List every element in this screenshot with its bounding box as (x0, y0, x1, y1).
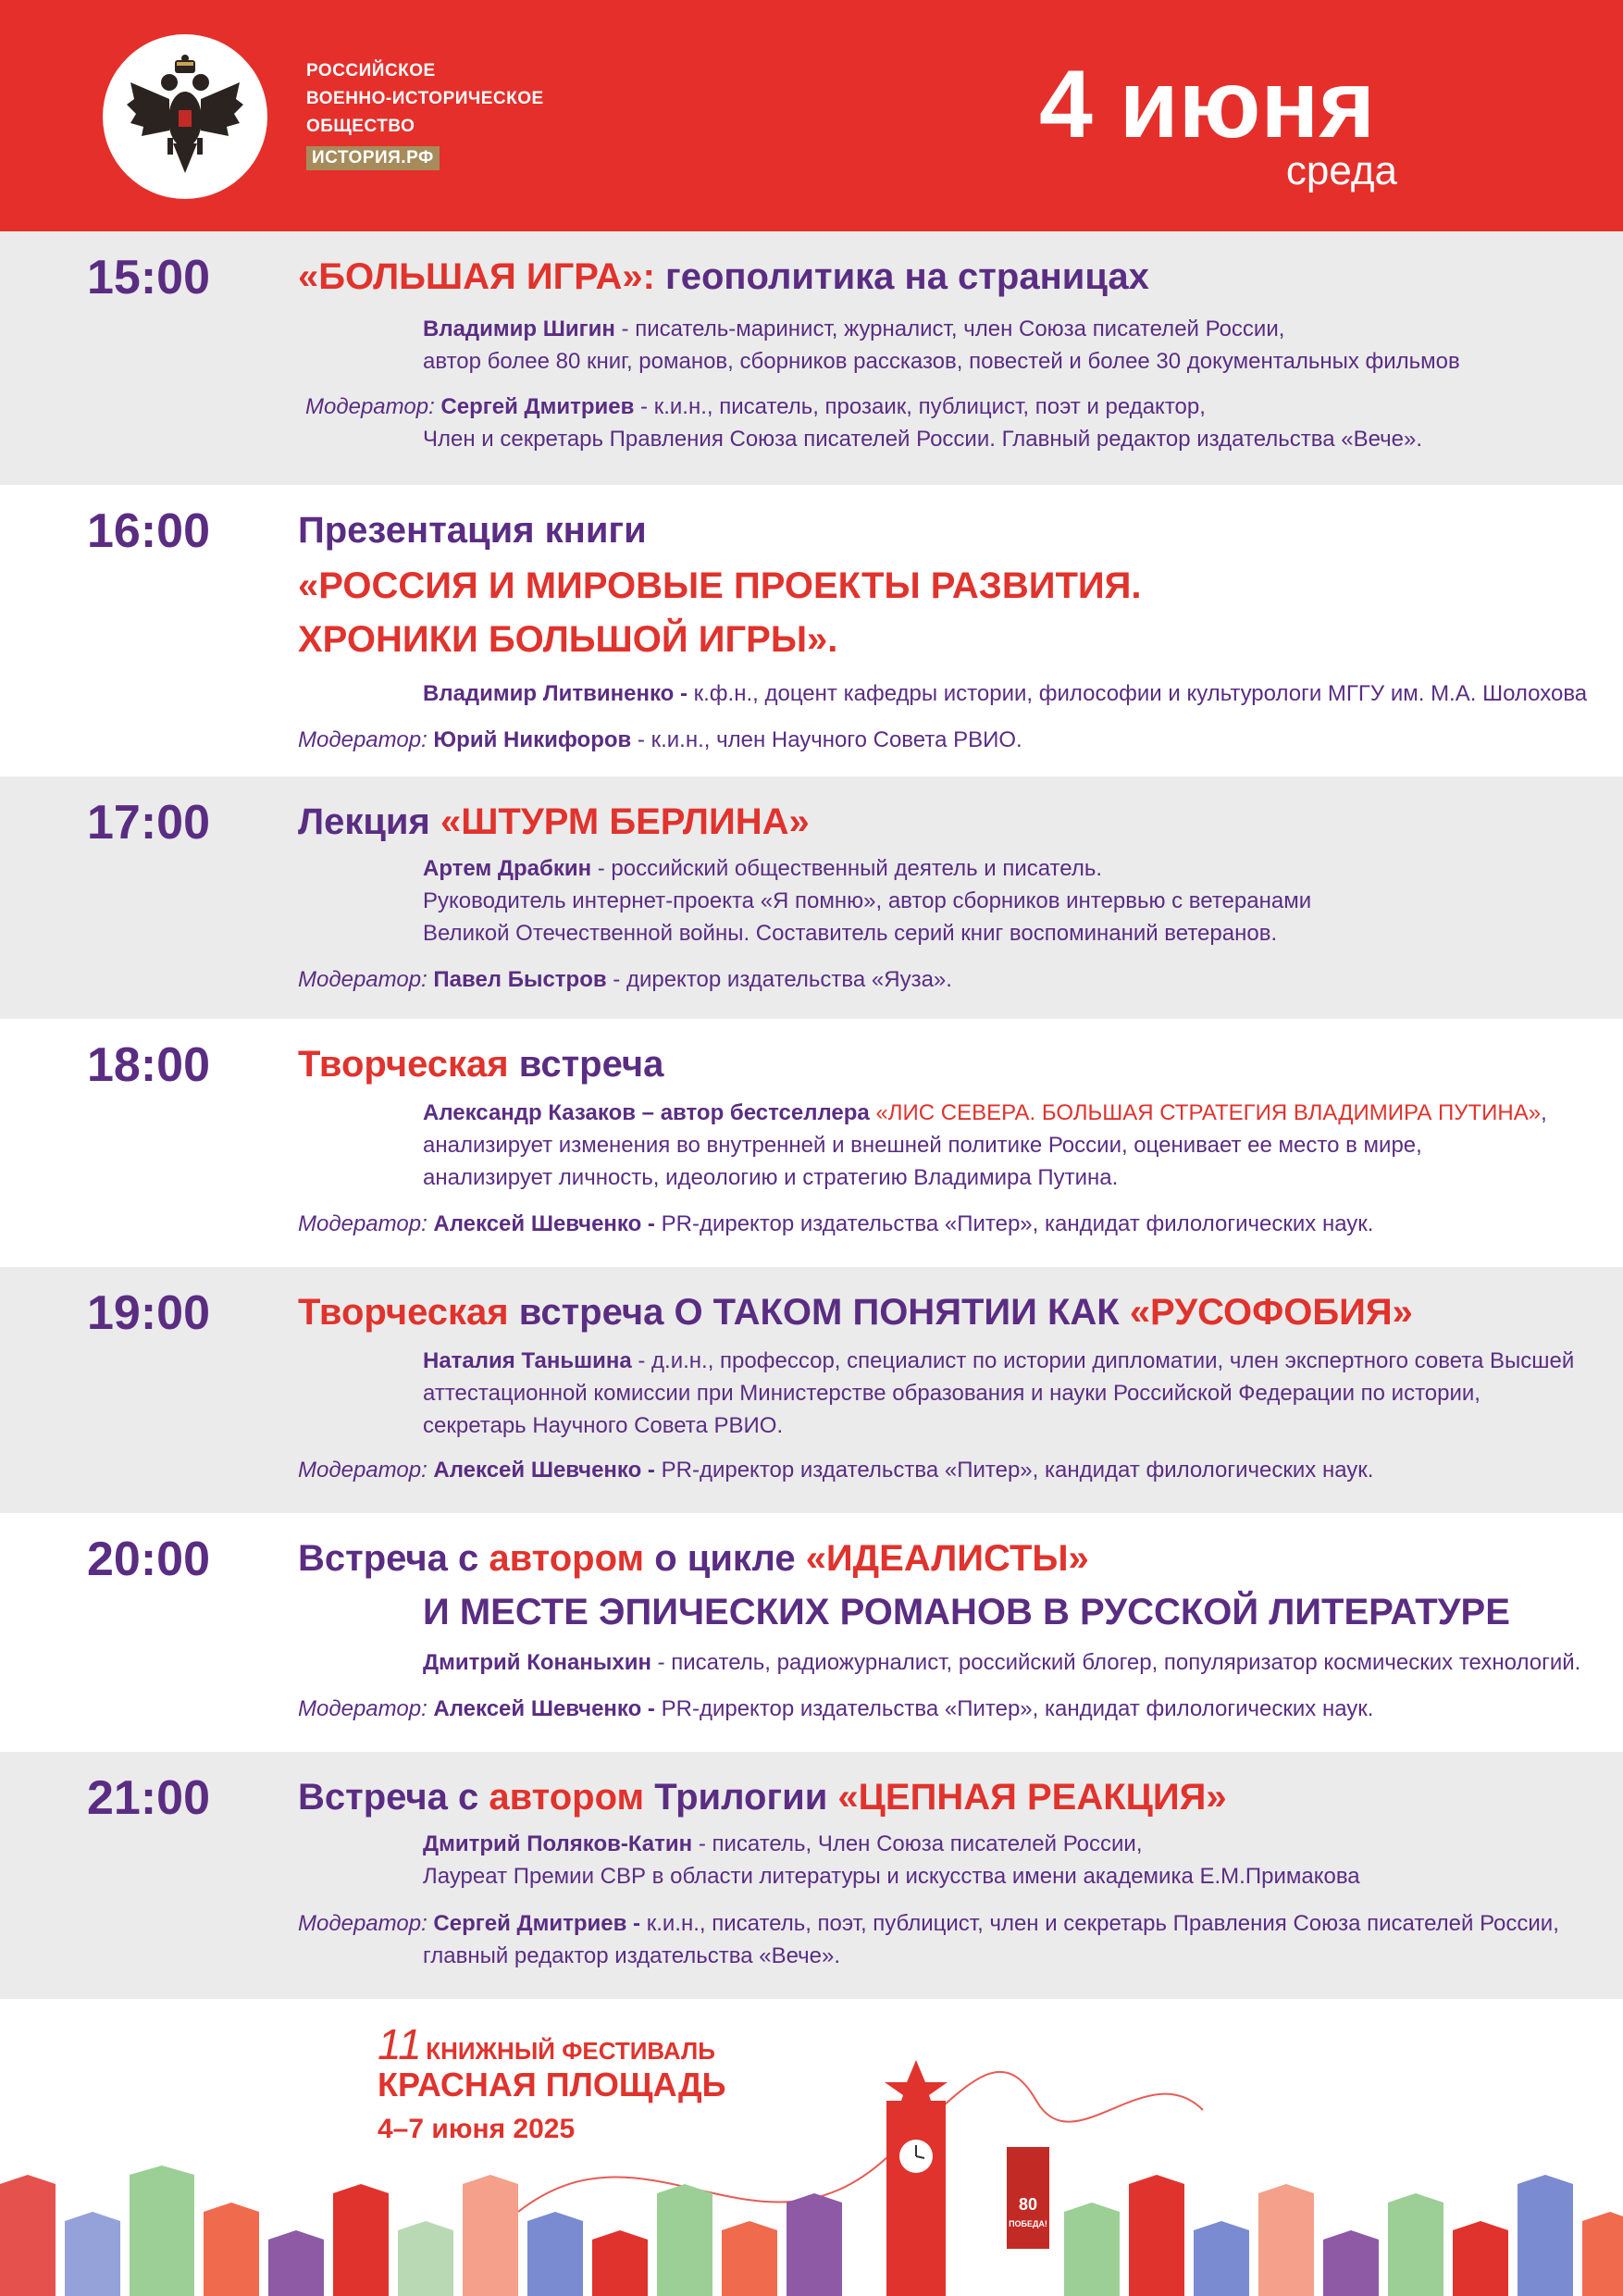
speaker-name: Александр Казаков – автор бестселлера (423, 1100, 870, 1125)
title-text-2: Трилогии (644, 1777, 838, 1818)
speaker-name: Артем Драбкин (423, 856, 592, 881)
moderator-desc: PR-директор издательства «Питер», кандидат филологических наук. (654, 1211, 1374, 1236)
moderator-label: Модератор: (305, 394, 435, 419)
title-text: встреча (508, 1044, 664, 1085)
moderator-name: Алексей Шевченко - (433, 1696, 655, 1721)
book-shapes (0, 2166, 1623, 2296)
festival-dates: 4–7 июня 2025 (378, 2114, 576, 2144)
schedule-slot-1600 (0, 485, 1623, 776)
book-title-line2: ХРОНИКИ БОЛЬШОЙ ИГРЫ». (298, 619, 838, 660)
moderator-info (298, 1693, 1373, 1725)
slot-title (298, 1285, 1413, 1339)
speaker-desc-line2: аттестационной комиссии при Министерстве образования и науки Российской Федерации по истории, (423, 1381, 1481, 1406)
schedule-slot-1500 (0, 231, 1623, 485)
moderator-label: Модератор: (298, 1696, 427, 1721)
double-headed-eagle-icon (103, 34, 267, 199)
speaker-info (423, 1097, 1547, 1129)
speaker-desc: - российский общественный деятель и писатель. (591, 856, 1103, 881)
speaker-info (423, 1345, 1574, 1377)
slot-title (298, 1770, 1227, 1824)
slot-time: 19:00 (87, 1286, 210, 1340)
rvio-emblem-logo (103, 34, 267, 199)
moderator-name: Юрий Никифоров (433, 727, 632, 752)
speaker-desc-line2: Руководитель интернет-проекта «Я помню», автор сборников интервью с ветеранами (423, 888, 1312, 913)
slot-title-line2: И МЕСТЕ ЭПИЧЕСКИХ РОМАНОВ В РУССКОЙ ЛИТЕРАТУРЕ (423, 1592, 1510, 1632)
moderator-name: Павел Быстров (433, 967, 607, 992)
title-highlight-2: «РУСОФОБИЯ» (1129, 1292, 1413, 1333)
slot-title (298, 1532, 1089, 1585)
moderator-info (298, 1454, 1373, 1486)
event-weekday: среда (1285, 148, 1397, 193)
kremlin-tower-icon (886, 2101, 946, 2296)
moderator-info (305, 391, 1206, 423)
speaker-name: Дмитрий Поляков-Катин (423, 1831, 693, 1856)
moderator-label: Модератор: (298, 1211, 427, 1236)
title-highlight: «ШТУРМ БЕРЛИНА» (440, 801, 810, 842)
schedule-slot-2000 (0, 1513, 1623, 1752)
title-text: Лекция (298, 801, 440, 842)
moderator-name: Сергей Дмитриев (440, 394, 635, 419)
speaker-desc: , (1541, 1100, 1547, 1125)
moderator-label: Модератор: (298, 1458, 427, 1483)
speaker-info (423, 677, 1587, 710)
speaker-info (423, 313, 1284, 345)
moderator-label: Модератор: (298, 727, 427, 752)
slot-time: 16:00 (87, 504, 210, 558)
slot-time: 17:00 (87, 796, 210, 850)
moderator-desc: PR-директор издательства «Питер», кандидат филологических наук. (654, 1458, 1374, 1483)
slot-time: 18:00 (87, 1038, 210, 1092)
title-text: геополитика на страницах (654, 256, 1149, 297)
festival-footer (0, 1999, 1623, 2296)
org-line-3: ОБЩЕСТВО (306, 117, 415, 136)
speaker-name: Владимир Шигин (423, 316, 615, 341)
speaker-desc-line2: Лауреат Премии СВР в области литературы и искусства имени академика Е.М.Примакова (423, 1864, 1360, 1889)
schedule-slot-1700 (0, 776, 1623, 1019)
speaker-desc-line3: Великой Отечественной войны. Составитель серий книг воспоминаний ветеранов. (423, 921, 1278, 946)
moderator-info (298, 724, 1022, 756)
festival-number: 11 (378, 2020, 422, 2068)
moderator-name: Алексей Шевченко - (433, 1211, 655, 1236)
slot-title: Презентация книги (298, 510, 647, 551)
title-text: Встреча с (298, 1777, 489, 1818)
title-highlight-2: «ЦЕПНАЯ РЕАКЦИЯ» (837, 1777, 1227, 1818)
title-highlight: «БОЛЬШАЯ ИГРА»: (298, 256, 655, 297)
org-site-link[interactable]: ИСТОРИЯ.РФ (306, 146, 440, 170)
moderator-desc-line2: Член и секретарь Правления Союза писателей России. Главный редактор издательства «Вече». (423, 427, 1423, 452)
moderator-name: Алексей Шевченко - (433, 1458, 655, 1483)
speaker-desc: - писатель, Член Союза писателей России, (692, 1831, 1143, 1856)
title-text: встреча О ТАКОМ ПОНЯТИИ КАК (508, 1292, 1130, 1333)
book-title: «ЛИС СЕВЕРА. БОЛЬШАЯ СТРАТЕГИЯ ВЛАДИМИРА ПУТИНА» (869, 1100, 1542, 1125)
festival-line1: КНИЖНЫЙ ФЕСТИВАЛЬ (426, 2037, 715, 2065)
header-banner (0, 0, 1623, 231)
org-name (306, 57, 544, 172)
title-highlight: Творческая (298, 1044, 509, 1085)
org-line-2: ВОЕННО-ИСТОРИЧЕСКОЕ (306, 89, 544, 108)
speaker-info (423, 1646, 1580, 1679)
event-date: 4 июня (1039, 51, 1375, 158)
book-pattern-decoration (0, 1999, 1623, 2296)
org-line-1: РОССИЙСКОЕ (306, 61, 436, 81)
speaker-desc: к.ф.н., доцент кафедры истории, философии и культурологи МГГУ им. М.А. Шолохова (687, 681, 1588, 706)
festival-logo (378, 2019, 725, 2145)
book-title-line1: «РОССИЯ И МИРОВЫЕ ПРОЕКТЫ РАЗВИТИЯ. (298, 565, 1142, 606)
schedule-slot-1900 (0, 1267, 1623, 1513)
moderator-info (298, 1907, 1559, 1940)
title-text-2: о цикле (644, 1538, 806, 1579)
moderator-desc: PR-директор издательства «Питер», кандидат филологических наук. (654, 1696, 1374, 1721)
speaker-info (423, 852, 1102, 885)
speaker-desc-line2: автор более 80 книг, романов, сборников рассказов, повестей и более 30 документальных фильмов (423, 349, 1460, 374)
speaker-desc: - д.и.н., профессор, специалист по истории дипломатии, член экспертного совета Высшей (631, 1348, 1575, 1373)
moderator-label: Модератор: (298, 1911, 427, 1936)
moderator-desc-line2: главный редактор издательства «Вече». (423, 1943, 841, 1968)
slot-time: 21:00 (87, 1771, 210, 1825)
speaker-desc-line3: секретарь Научного Совета РВИО. (423, 1413, 784, 1438)
schedule (0, 231, 1623, 1999)
speaker-name: Владимир Литвиненко - (423, 681, 688, 706)
moderator-desc: к.и.н., писатель, поэт, публицист, член и секретарь Правления Союза писателей России, (640, 1911, 1559, 1936)
title-highlight: Творческая (298, 1292, 509, 1333)
title-highlight: автором (489, 1538, 645, 1579)
speaker-desc: - писатель-маринист, журналист, член Союза писателей России, (614, 316, 1285, 341)
slot-time: 15:00 (87, 251, 210, 304)
speaker-name: Наталия Таньшина (423, 1348, 632, 1373)
moderator-label: Модератор: (298, 967, 427, 992)
moderator-desc: - к.и.н., писатель, прозаик, публицист, поэт и редактор, (634, 394, 1206, 419)
schedule-slot-2100 (0, 1752, 1623, 1999)
title-text: Встреча с (298, 1538, 489, 1579)
speaker-desc: - писатель, радиожурналист, российский блогер, популяризатор космических технологий. (650, 1650, 1581, 1675)
victory-badge-text: ПОБЕДА! (1009, 2219, 1047, 2228)
moderator-desc: - к.и.н., член Научного Совета РВИО. (631, 727, 1022, 752)
slot-title (298, 795, 810, 849)
speaker-name: Дмитрий Конаныхин (423, 1650, 651, 1675)
victory-badge-number: 80 (1018, 2195, 1038, 2214)
moderator-info (298, 1208, 1373, 1240)
slot-time: 20:00 (87, 1533, 210, 1586)
moderator-desc: - директор издательства «Яуза». (606, 967, 952, 992)
title-highlight-2: «ИДЕАЛИСТЫ» (805, 1538, 1089, 1579)
speaker-desc-line3: анализирует личность, идеологию и стратегию Владимира Путина. (423, 1165, 1119, 1190)
moderator-info (298, 963, 952, 996)
slot-title (298, 250, 1149, 304)
festival-line2: КРАСНАЯ ПЛОЩАДЬ (378, 2066, 726, 2104)
schedule-slot-1800 (0, 1019, 1623, 1267)
speaker-info (423, 1828, 1143, 1860)
speaker-desc-line2: анализирует изменения во внутренней и внешней политике России, оценивает ее место в мире, (423, 1133, 1422, 1158)
title-highlight: автором (489, 1777, 645, 1818)
slot-title (298, 1037, 663, 1091)
moderator-name: Сергей Дмитриев - (433, 1911, 641, 1936)
